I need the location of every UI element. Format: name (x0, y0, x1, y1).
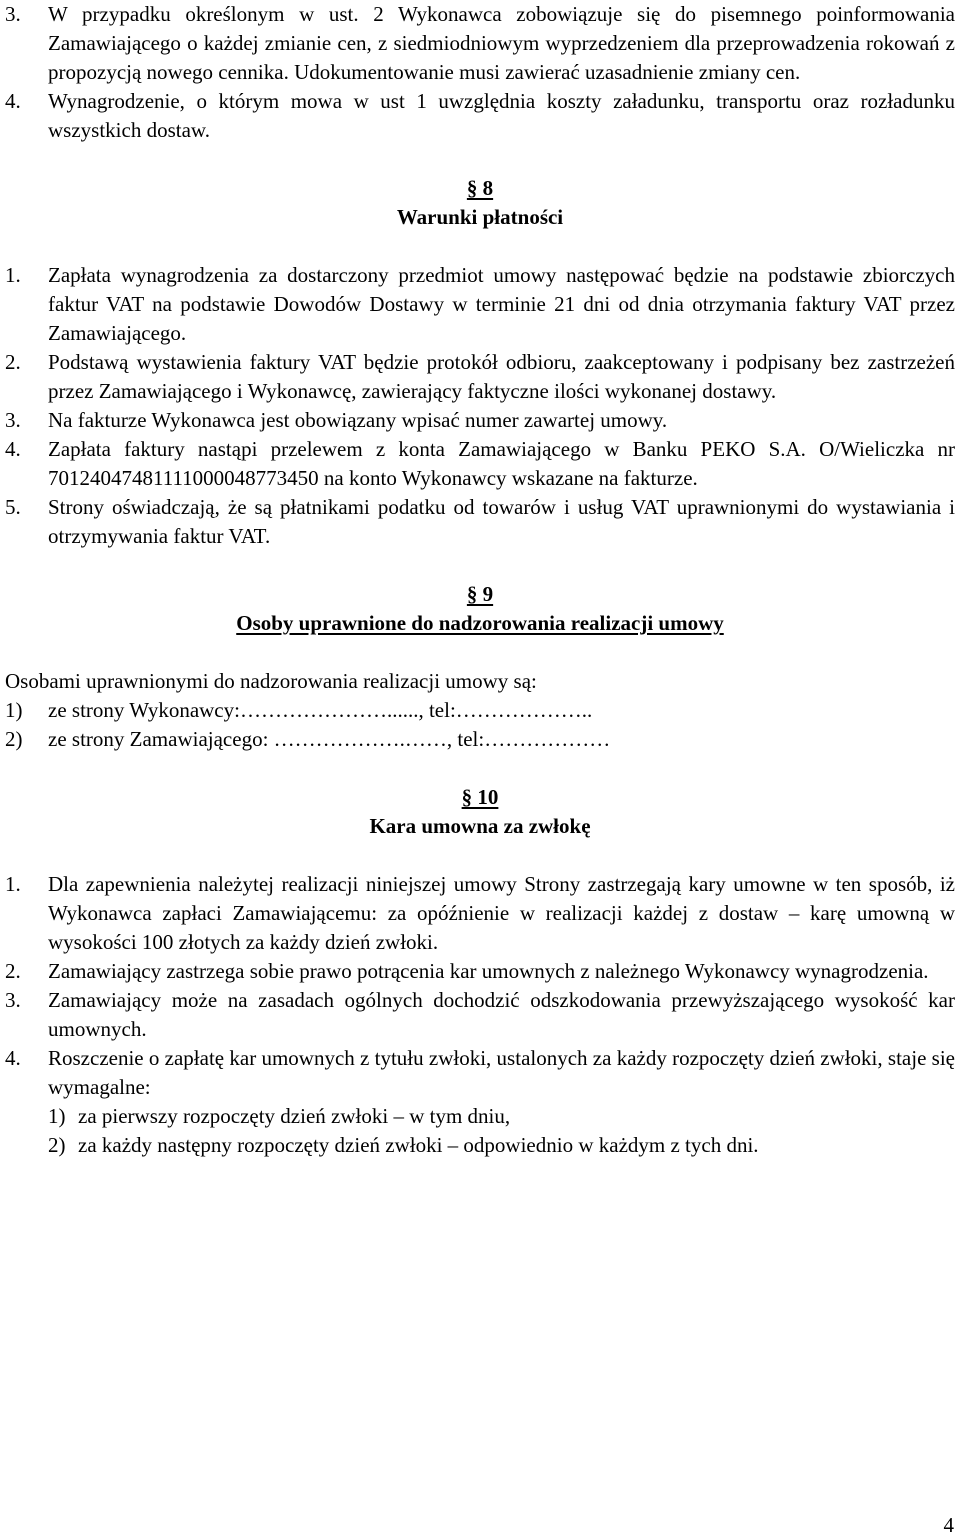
person-line (5, 725, 955, 754)
item-text: ze strony Zamawiającego: ……………….……, tel:……………… (48, 727, 611, 751)
item-number: 2. (5, 350, 21, 374)
paragraph-item (5, 1044, 955, 1102)
section-9 (5, 580, 955, 754)
paragraph-item (5, 348, 955, 406)
paragraph-item (5, 406, 955, 435)
item-number: 1) (48, 1104, 66, 1128)
item-text: Dla zapewnienia należytej realizacji niniejszej umowy Strony zastrzegają kary umowne w ten sposób, iż Wykonawca zapłaci Zamawiającemu: za opóźnienie w realizacji każdej z dostaw – karę umowną w wysokości 100 złotych za każdy dzień zwłoki. (48, 872, 955, 954)
item-text: Zapłata faktury nastąpi przelewem z konta Zamawiającego w Banku PEKO S.A. O/Wieliczka nr 70124047481111000048773450 na konto Wykonawcy wskazane na fakturze. (48, 437, 955, 490)
item-text: W przypadku określonym w ust. 2 Wykonawca zobowiązuje się do pisemnego poinformowania Zamawiającego o każdej zmianie cen, z siedmiodniowym wyprzedzeniem dla przeprowadzenia rokowań z propozycją nowego cennika. Udokumentowanie musi zawierać uzasadnienie zmiany cen. (48, 2, 955, 84)
item-text: Zapłata wynagrodzenia za dostarczony przedmiot umowy następować będzie na podstawie zbiorczych faktur VAT na podstawie Dowodów Dostawy w terminie 21 dni od dnia otrzymania faktury VAT przez Zamawiającego. (48, 263, 955, 345)
paragraph-item (5, 435, 955, 493)
item-number: 1. (5, 263, 21, 287)
subitem (48, 1102, 955, 1131)
subitem (48, 1131, 955, 1160)
item-text: Strony oświadczają, że są płatnikami podatku od towarów i usług VAT uprawnionymi do wystawiania i otrzymywania faktur VAT. (48, 495, 955, 548)
section-8 (5, 174, 955, 551)
person-line (5, 696, 955, 725)
page-number: 4 (943, 1513, 954, 1537)
paragraph-item (5, 493, 955, 551)
item-number: 2) (5, 727, 23, 751)
section-10 (5, 783, 955, 1160)
section-9-title: Osoby uprawnione do nadzorowania realizacji umowy (236, 611, 724, 635)
section-8-title: Warunki płatności (396, 205, 564, 229)
section-9-intro: Osobami uprawnionymi do nadzorowania realizacji umowy są: (5, 669, 537, 693)
paragraph-item (5, 0, 955, 87)
subitem-list (5, 1102, 955, 1160)
item-number: 1. (5, 872, 21, 896)
item-text: za każdy następny rozpoczęty dzień zwłoki – odpowiednio w każdym z tych dni. (78, 1133, 759, 1157)
item-text: ze strony Wykonawcy:…………………......, tel:……………….. (48, 698, 593, 722)
paragraph-item (5, 957, 955, 986)
paragraph-item (5, 870, 955, 957)
item-number: 4. (5, 1046, 21, 1070)
section-9-sign: § 9 (466, 582, 494, 606)
item-text: za pierwszy rozpoczęty dzień zwłoki – w tym dniu, (78, 1104, 511, 1128)
item-number: 5. (5, 495, 21, 519)
item-number: 4. (5, 89, 21, 113)
item-number: 3. (5, 2, 21, 26)
section-10-sign: § 10 (461, 785, 499, 809)
section-8-sign: § 8 (466, 176, 494, 200)
item-number: 2) (48, 1133, 66, 1157)
paragraph-item (5, 261, 955, 348)
item-number: 2. (5, 959, 21, 983)
item-number: 3. (5, 988, 21, 1012)
item-text: Roszczenie o zapłatę kar umownych z tytułu zwłoki, ustalonych za każdy rozpoczęty dzień zwłoki, staje się wymagalne: (48, 1046, 955, 1099)
paragraph-item (5, 986, 955, 1044)
paragraph-item (5, 87, 955, 145)
document-page (5, 0, 955, 1160)
item-number: 3. (5, 408, 21, 432)
section-7-tail (5, 0, 955, 145)
item-number: 1) (5, 698, 23, 722)
section-10-title: Kara umowna za zwłokę (369, 814, 591, 838)
item-text: Podstawą wystawienia faktury VAT będzie protokół odbioru, zaakceptowany i podpisany bez zastrzeżeń przez Zamawiającego i Wykonawcę, zawierający faktyczne ilości wykonanej dostawy. (48, 350, 955, 403)
item-text: Zamawiający może na zasadach ogólnych dochodzić odszkodowania przewyższającego wysokość kar umownych. (48, 988, 955, 1041)
item-text: Zamawiający zastrzega sobie prawo potrącenia kar umownych z należnego Wykonawcy wynagrodzenia. (48, 959, 929, 983)
item-number: 4. (5, 437, 21, 461)
item-text: Na fakturze Wykonawca jest obowiązany wpisać numer zawartej umowy. (48, 408, 668, 432)
item-text: Wynagrodzenie, o którym mowa w ust 1 uwzględnia koszty załadunku, transportu oraz rozładunku wszystkich dostaw. (48, 89, 955, 142)
